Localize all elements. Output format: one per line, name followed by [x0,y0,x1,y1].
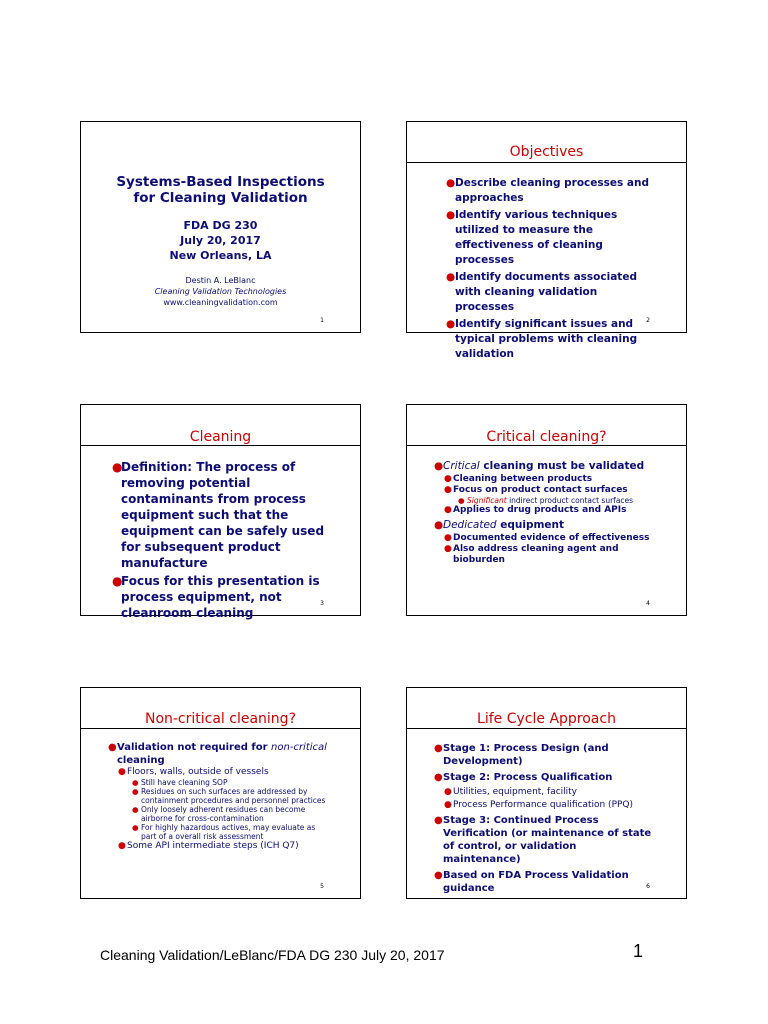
list-item: ● Significant indirect product contact surfaces [458,496,634,505]
list-item: ● Based on FDA Process Validation guidance [434,870,629,894]
slide-1-event: FDA DG 230 July 20, 2017 New Orleans, LA [169,219,272,262]
slide-title: Life Cycle Approach [477,711,616,727]
page-number: 1 [633,941,644,961]
list-item: ● Utilities, equipment, facility [444,787,578,797]
list-item: ● Describe cleaning processes and approaches [446,177,649,204]
list-item: ● Identify various techniques utilized to measure the effectiveness of cleaning processes [446,209,618,266]
slide-header [81,688,360,729]
slide-header [407,688,686,729]
slide-header [81,405,360,446]
slide-5 [80,687,361,899]
list-item: ● Identify significant issues and typical problems with cleaning validation [446,318,638,360]
slide-number: 3 [320,600,324,607]
list-item: ● Documented evidence of effectiveness [444,533,650,543]
slide-number: 4 [646,600,650,607]
list-item: ● Also address cleaning agent and bioburden [444,544,619,565]
slide-number: 2 [646,317,650,324]
slide-2 [406,121,687,360]
bullet-list [407,459,686,566]
list-item: ● Only loosely adherent residues can become airborne for cross-contamination [132,805,306,823]
slide-header [407,122,686,163]
list-item: ● Stage 2: Process Qualification [434,772,613,783]
author: Destin A. LeBlanc [185,276,256,285]
bullet-list [407,742,686,895]
list-item: ● Critical cleaning must be validated [434,460,645,472]
list-item: ● Still have cleaning SOP [132,778,228,787]
list-item: ● Definition: The process of removing potential contaminants from process equipment such that the equipment can be safely used for subsequent product manufacture [112,460,325,570]
list-item: ● Validation not required for non-critical cleaning [108,742,327,766]
list-item: ● Some API intermediate steps (ICH Q7) [118,841,299,851]
list-item: ● Process Performance qualification (PPQ) [444,800,634,810]
bullet-list [81,741,360,852]
list-item: ● Cleaning between products [444,474,593,484]
list-item: ● Floors, walls, outside of vessels [118,767,269,777]
slide-number: 1 [320,317,324,324]
list-item: ● Identify documents associated with cleaning validation processes [446,271,637,313]
list-item: ● Stage 3: Continued Process Verification (or maintenance of state of control, or validation maintenance) [434,815,652,865]
slide-number: 6 [646,883,650,890]
page-footer: Cleaning Validation/LeBlanc/FDA DG 230 July 20, 2017 [100,947,445,963]
slide-4 [406,404,687,616]
list-item: ● Dedicated equipment [434,519,565,531]
list-item: ● For highly hazardous actives, may evaluate as part of a overall risk assessment [132,823,316,841]
slide-title: Non-critical cleaning? [144,711,297,727]
slide-title: Objectives [509,144,584,160]
slide-header [407,405,686,446]
list-item: ● Applies to drug products and APIs [444,505,627,515]
bullet-list [81,459,360,621]
slide-1 [80,121,361,333]
slide-1-title: Systems-Based Inspections for Cleaning Validation [116,174,325,206]
bullet-list [407,176,686,362]
slide-1-author-block [81,275,360,308]
slide-title: Critical cleaning? [486,429,607,445]
list-item: ● Focus on product contact surfaces [444,485,628,495]
list-item: ● Stage 1: Process Design (and Development) [434,743,609,767]
slide-6 [406,687,687,899]
list-item: ● Focus for this presentation is process equipment, not cleanroom cleaning [112,574,320,620]
slide-3 [80,404,361,620]
slide-title: Cleaning [189,429,252,445]
slide-number: 5 [320,883,324,890]
organization: Cleaning Validation Technologies [154,287,287,296]
website: www.cleaningvalidation.com [163,298,278,307]
list-item: ● Residues on such surfaces are addressed by containment procedures and personnel practices [132,787,326,805]
